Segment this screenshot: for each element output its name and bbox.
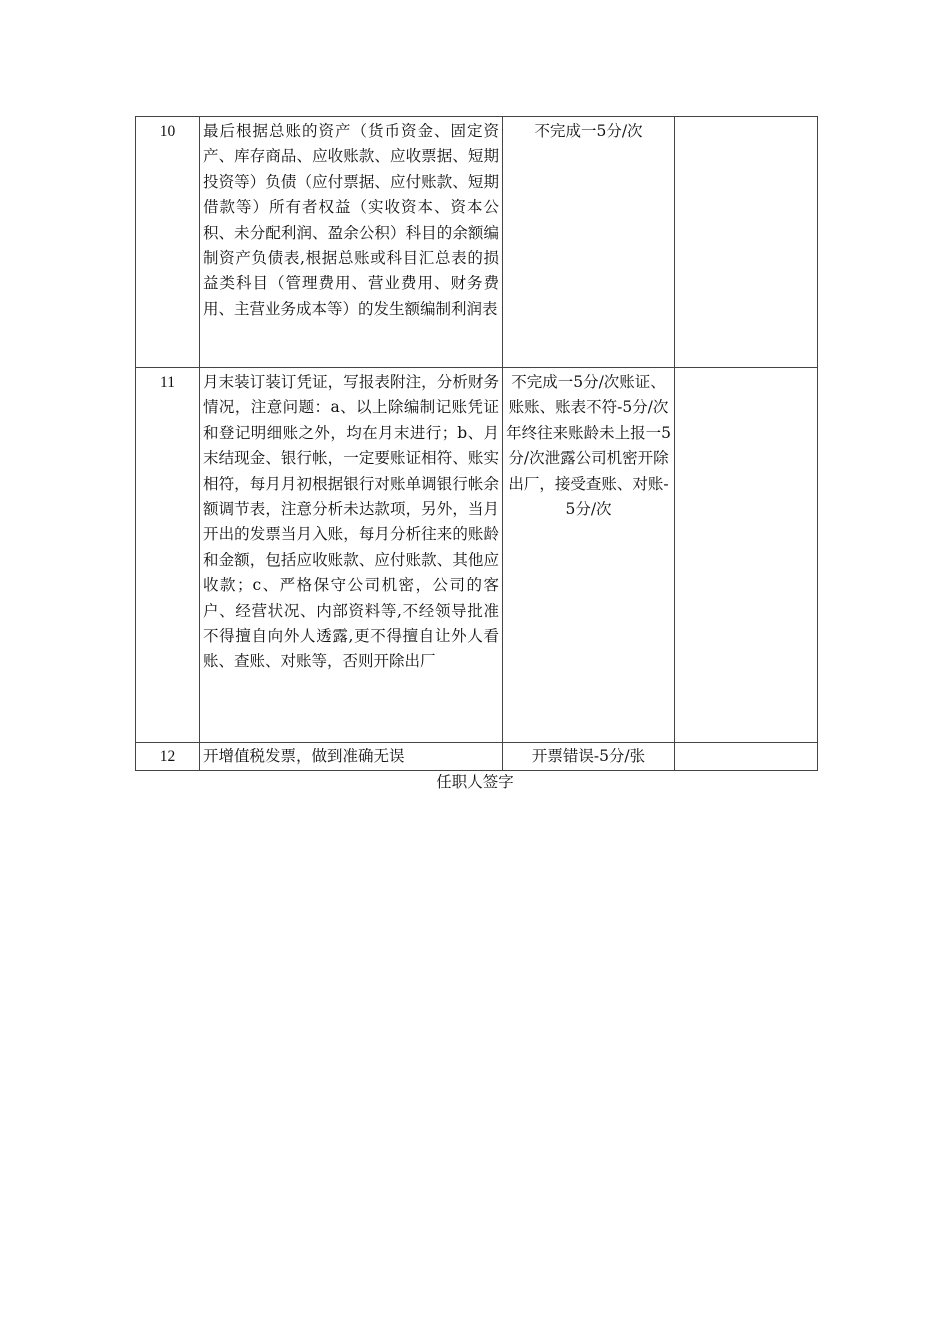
signature-label: 任职人签字 bbox=[436, 773, 514, 791]
duty-content: 开增值税发票，做到准确无误 bbox=[200, 743, 503, 771]
responsibility-table bbox=[135, 116, 818, 771]
table-row bbox=[136, 117, 818, 368]
penalty-rule: 不完成一5分/次账证、账账、账表不符-5分/次年终往来账龄未上报一5分/次泄露公司机密开除出厂，接受查账、对账-5分/次 bbox=[503, 368, 675, 743]
duty-content: 月末装订装订凭证，写报表附注，分析财务情况，注意问题：a、以上除编制记账凭证和登记明细账之外，均在月末进行；b、月末结现金、银行帐，一定要账证相符、账实相符，每月月初根据银行对账单调银行帐余额调节表，注意分析未达款项，另外，当月开出的发票当月入账，每月分析往来的账龄和金额，包括应收账款、应付账款、其他应收款；c、严格保守公司机密，公司的客户、经营状况、内部资料等,不经领导批准不得擅自向外人透露,更不得擅自让外人看账、查账、对账等，否则开除出厂 bbox=[200, 368, 503, 743]
row-number: 10 bbox=[136, 117, 200, 368]
penalty-rule: 开票错误-5分/张 bbox=[503, 743, 675, 771]
table-row bbox=[136, 368, 818, 743]
score-cell bbox=[675, 117, 818, 368]
row-number: 12 bbox=[136, 743, 200, 771]
table-row bbox=[136, 743, 818, 771]
score-cell bbox=[675, 368, 818, 743]
penalty-rule: 不完成一5分/次 bbox=[503, 117, 675, 368]
row-number: 11 bbox=[136, 368, 200, 743]
duty-content: 最后根据总账的资产（货币资金、固定资产、库存商品、应收账款、应收票据、短期投资等）负债（应付票据、应付账款、短期借款等）所有者权益（实收资本、资本公积、未分配利润、盈余公积）科目的余额编制资产负债表,根据总账或科目汇总表的损益类科目（管理费用、营业费用、财务费用、主营业务成本等）的发生额编制利润表 bbox=[200, 117, 503, 368]
score-cell bbox=[675, 743, 818, 771]
